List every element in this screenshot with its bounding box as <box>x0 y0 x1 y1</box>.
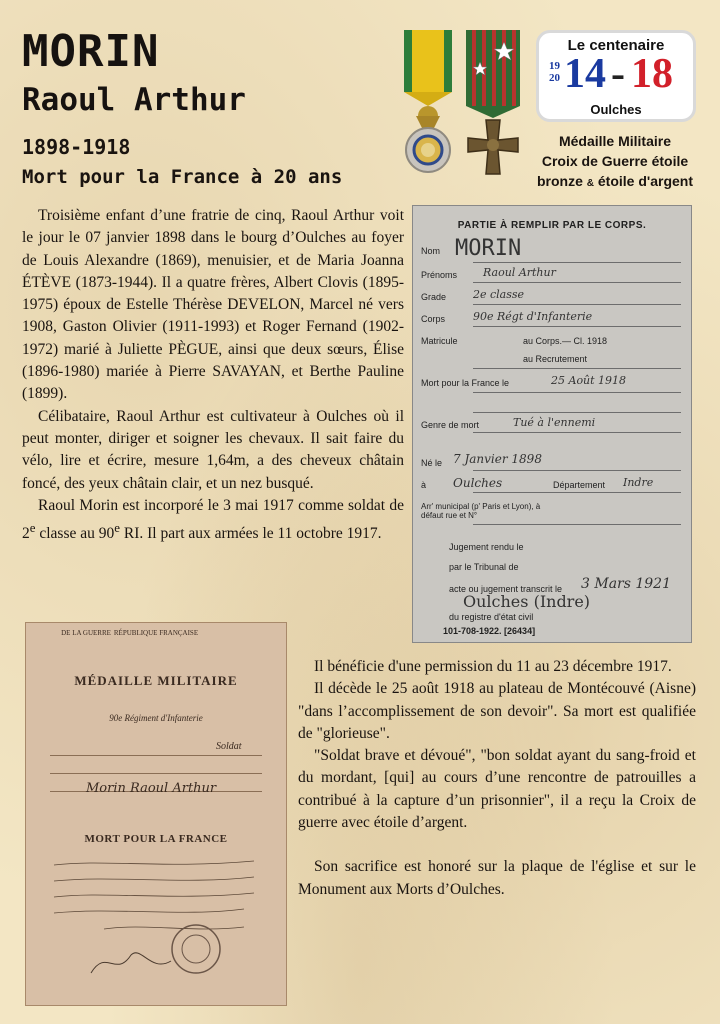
bio-paragraph: Il décède le 25 août 1918 au plateau de Montécouvé (Aisne) "dans l’accomplissement de son devoir". Sa mort est qualifiée de "glorieuse". <box>298 680 696 742</box>
centenaire-logo <box>536 30 696 122</box>
bio-paragraph: Troisième enfant d’une fratrie de cinq, Raoul Arthur voit le jour le 07 janvier 1898 dans le bourg d’Oulches au foyer de Louis Alexandre (1869), menuisier, et de Maria Joanna ÉTÈVE (1873-1944). Il a quatre frères, Albert Clovis (1895-1975) époux de Estelle Thérèse DEVELON, Marcel né vers 1908, Gaston Olivier (1911-1993) et Roger Fernand (1902-1972) marié à Juliette PÈGUE, ainsi que deux sœurs, Élise (1896-1980) mariée à Pierre SAVAYAN, et Berthe Pauline (1899). <box>22 207 404 403</box>
signature-icon <box>86 943 176 983</box>
biography-part1 <box>22 205 404 546</box>
surname-title: MORIN <box>22 26 160 77</box>
logo-year-start: 14 <box>564 51 606 97</box>
death-registry-card: PARTIE À REMPLIR PAR LE CORPS. Nom MORIN Prénoms Raoul Arthur Grade 2e classe Corps 90e Régt d'Infanterie Matricule au Corps.— Cl. 1918 au Recrutement Mort pour la France le 25 Août 1918 Genre de mort Tué à l'ennemi Né le 7 Janvier 1898 à Oulches Département Indre Arr' municipal (p' Paris et Lyon), à défaut rue et N° Jugement rendu le par le Tribunal de acte ou jugement transcrit le 3 Mars 1921 Oulches (Indre) du registre d'état civil 101-708-1922. [26434] <box>412 205 692 643</box>
bio-paragraph: "Soldat brave et dévoué", "bon soldat ayant du sang-froid et du mordant, [qui] au cours d’une rencontre de patrouilles a contribué à la capture d’un prisonnier", il a reçu la Croix de guerre avec étoile d’argent. <box>298 747 696 832</box>
logo-title: Le centenaire <box>567 37 665 54</box>
bio-paragraph: Célibataire, Raoul Arthur est cultivateur à Oulches où il peut monter, diriger et soigner les chevaux. Il sait faire du vélo, lire et écrire, mesure 1,64m, a des cheveux châtain foncé, des yeux châtain clair, et un nez busqué. <box>22 407 404 492</box>
card-name: MORIN <box>455 236 522 261</box>
card-heading: PARTIE À REMPLIR PAR LE CORPS. <box>457 220 647 231</box>
croix-de-guerre-icon <box>460 28 526 178</box>
first-names-title: Raoul Arthur <box>22 82 246 118</box>
logo-dash: - <box>611 51 625 97</box>
logo-year-end: 18 <box>631 51 673 97</box>
certificate-subtitle: MORT POUR LA FRANCE <box>84 833 228 845</box>
logo-place: Oulches <box>590 102 642 117</box>
biography-part2 <box>298 656 696 901</box>
bio-paragraph: Il bénéficie d'une permission du 11 au 23 décembre 1917. <box>314 658 672 675</box>
life-years: 1898-1918 <box>22 135 131 159</box>
certificate-title: MÉDAILLE MILITAIRE <box>74 673 238 688</box>
medaille-militaire-icon <box>398 28 458 178</box>
certificate-soldier: Morin Raoul Arthur <box>86 781 217 796</box>
medaille-militaire-certificate: DE LA GUERRE RÉPUBLIQUE FRANÇAISE MÉDAILLE MILITAIRE 90e Régiment d'Infanterie Soldat Morin Raoul Arthur MORT POUR LA FRANCE <box>25 622 287 1006</box>
death-statement: Mort pour la France à 20 ans <box>22 166 343 188</box>
bio-paragraph: Raoul Morin est incorporé le 3 mai 1917 comme soldat de 2e classe au 90e RI. Il part aux armées le 11 octobre 1917. <box>22 496 404 543</box>
logo-century: 19 20 <box>549 60 560 84</box>
card-footer: 101-708-1922. [26434] <box>443 626 536 636</box>
bio-paragraph: Son sacrifice est honoré sur la plaque de l'église et sur le Monument aux Morts d’Oulches. <box>298 858 696 898</box>
medals-caption: Médaille Militaire Croix de Guerre étoile bronze & étoile d'argent <box>536 133 694 189</box>
